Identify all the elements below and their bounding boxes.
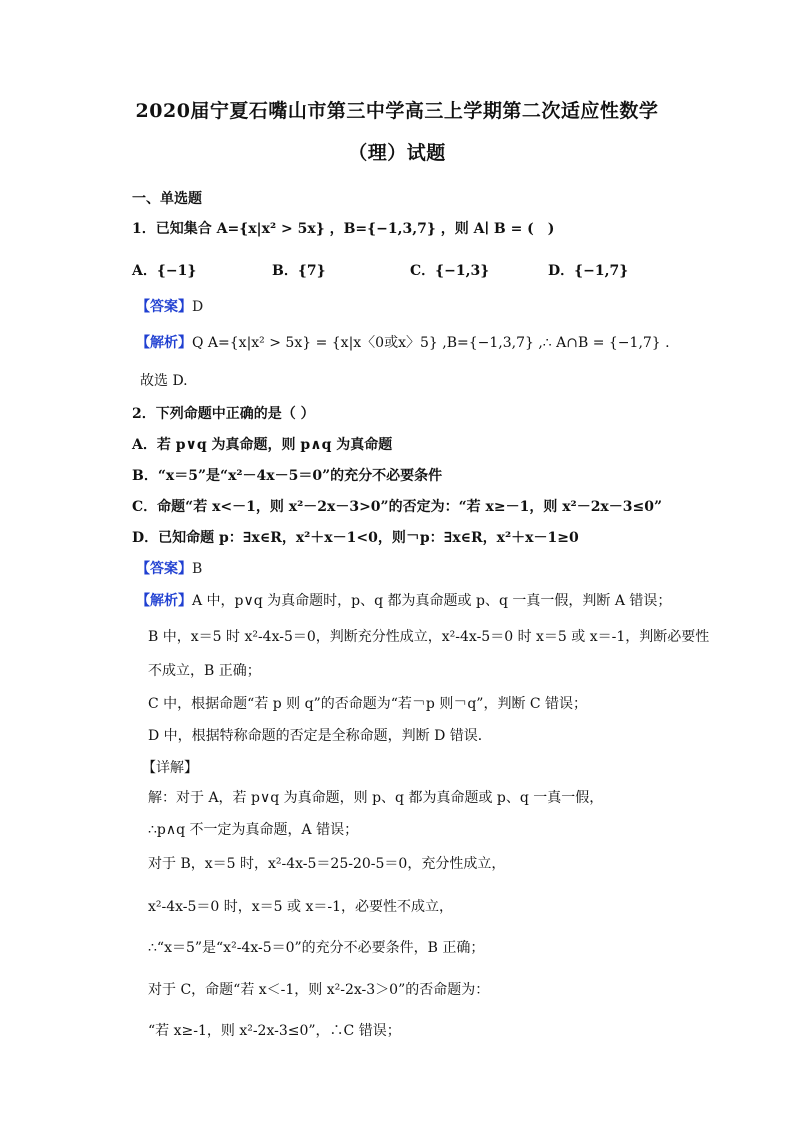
q2-analysis-line-2: B 中，x＝5 时 x²-4x-5＝0，判断充分性成立，x²-4x-5＝0 时 x＝5 或 x＝-1，判断必要性 (148, 629, 710, 645)
q2-answer (136, 558, 734, 578)
q2-analysis-line-3: 不成立，B 正确； (148, 663, 261, 679)
q2-option-a: A．若 p∨q 为真命题，则 p∧q 为真命题 (132, 437, 393, 453)
q1-option-d: D．{−1,7} (548, 263, 629, 279)
document-title-line2: （理）试题 (348, 142, 446, 164)
q1-conclusion: 故选 D. (140, 373, 188, 389)
q2-detail-heading: 【详解】 (142, 760, 198, 776)
section-heading: 一、单选题 (132, 191, 202, 207)
q2-detail-line-4: x²-4x-5＝0 时，x＝5 或 x＝-1，必要性不成立， (148, 899, 454, 915)
q2-detail-line-3: 对于 B，x＝5 时，x²-4x-5＝25-20-5＝0，充分性成立， (148, 856, 506, 872)
q1-answer (136, 296, 734, 316)
q1-analysis (136, 332, 734, 352)
document-title-line1: 2020届宁夏石嘴山市第三中学高三上学期第二次适应性数学 (135, 100, 659, 122)
analysis-tag: 【解析】 (136, 593, 192, 609)
q2-detail-line-1: 解：对于 A，若 p∨q 为真命题，则 p、q 都为真命题或 p、q 一真一假， (148, 790, 604, 806)
q2-analysis-text: A 中，p∨q 为真命题时，p、q 都为真命题或 p、q 一真一假，判断 A 错误； (192, 593, 672, 609)
q1-analysis-text: Q A={x|x² > 5x} = {x|x〈0或x〉5} ,B={−1,3,7} ,∴ A∩B = {−1,7} . (192, 335, 670, 351)
q2-detail-line-5: ∴“x＝5”是“x²-4x-5＝0”的充分不必要条件，B 正确； (148, 940, 485, 956)
q1-stem: 1．已知集合 A={x|x² > 5x} ，B={−1,3,7} ，则 A∣ B = ( ) (132, 221, 555, 237)
q2-answer-value: B (192, 561, 203, 577)
q2-detail-line-7: “若 x≥-1，则 x²-2x-3≤0”，∴C 错误； (148, 1023, 401, 1039)
q1-answer-value: D (192, 299, 204, 315)
q2-option-d: D．已知命题 p：∃x∈R，x²＋x－1<0，则￢p：∃x∈R，x²＋x－1≥0 (132, 530, 579, 546)
q2-analysis-line-5: D 中，根据特称命题的否定是全称命题，判断 D 错误． (148, 728, 492, 744)
q1-option-c: C．{−1,3} (410, 263, 490, 279)
q1-option-a: A．{−1} (132, 263, 197, 279)
q1-option-b: B．{7} (272, 263, 326, 279)
analysis-tag: 【解析】 (136, 335, 192, 351)
q2-analysis-line-1 (136, 590, 734, 610)
answer-tag: 【答案】 (136, 299, 192, 315)
answer-tag: 【答案】 (136, 561, 192, 577)
q2-option-c: C．命题“若 x<－1，则 x²－2x－3>0”的否定为：“若 x≥－1，则 x²－2x－3≤0” (132, 499, 663, 515)
q2-detail-line-2: ∴p∧q 不一定为真命题，A 错误； (148, 822, 359, 838)
q2-detail-line-6: 对于 C，命题“若 x＜-1，则 x²-2x-3＞0”的否命题为： (148, 982, 490, 998)
q2-option-b: B．“x＝5”是“x²－4x－5＝0”的充分不必要条件 (132, 468, 443, 484)
q2-analysis-line-4: C 中，根据命题“若 p 则 q”的否命题为“若￢p 则￢q”，判断 C 错误； (148, 696, 588, 712)
q2-stem: 2．下列命题中正确的是（ ） (132, 406, 315, 422)
